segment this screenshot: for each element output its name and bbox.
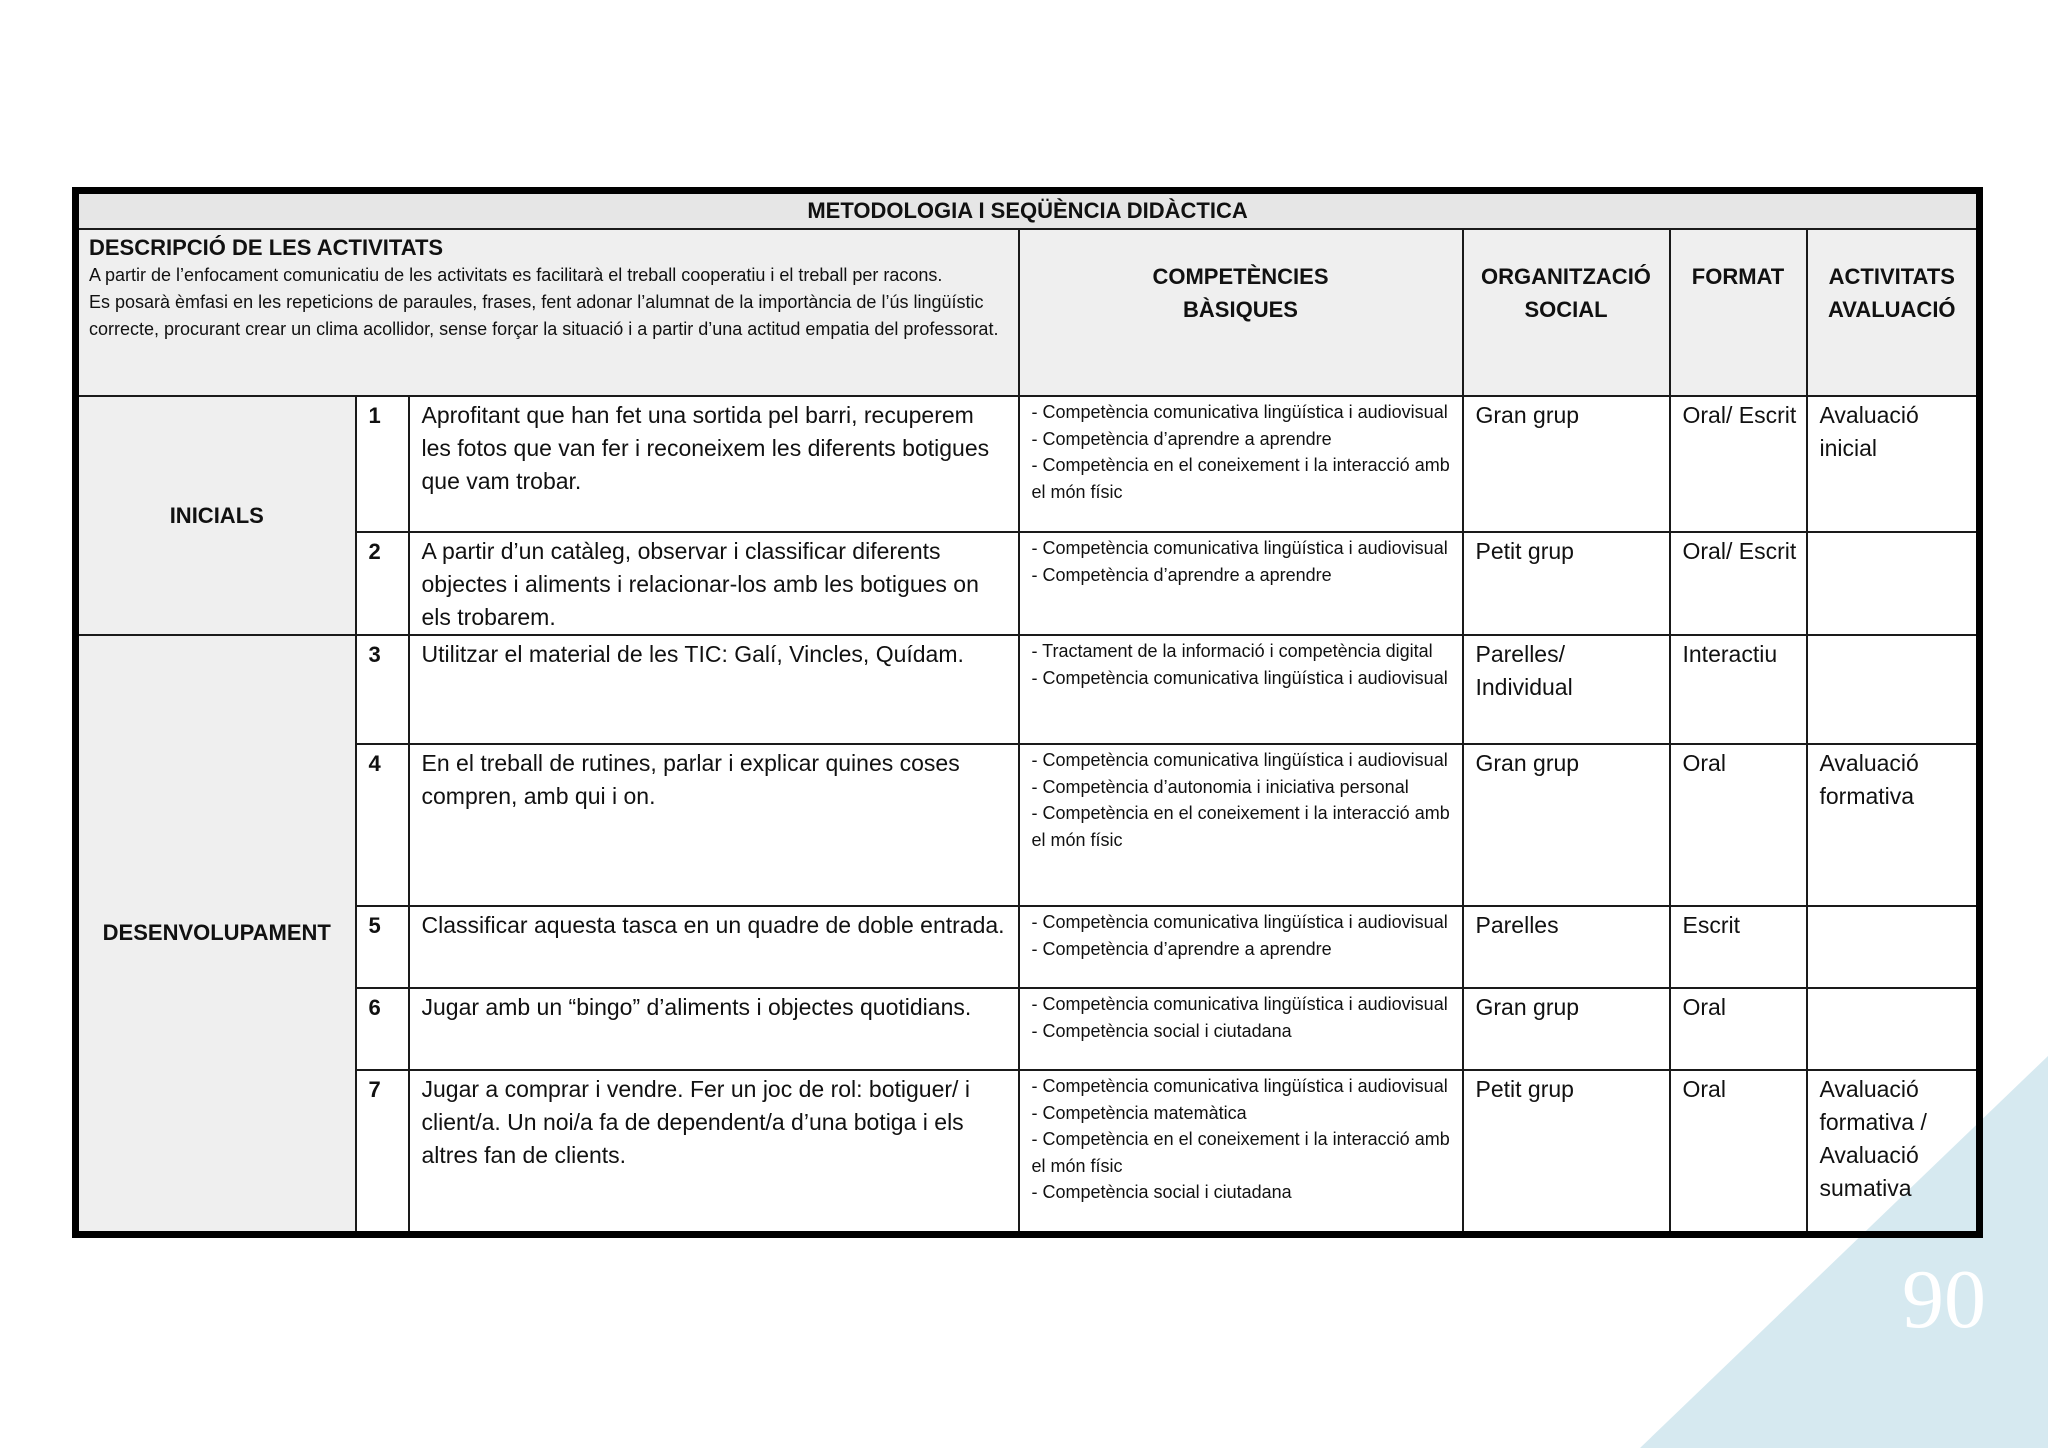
activity-organization: Petit grup <box>1463 532 1670 635</box>
activity-evaluation <box>1807 988 1980 1070</box>
activity-description: Classificar aquesta tasca en un quadre de doble entrada. <box>409 906 1019 988</box>
activity-competencies <box>1019 1070 1463 1234</box>
page-number: 90 <box>1902 1253 1986 1346</box>
activity-description: Utilitzar el material de les TIC: Galí, Vincles, Quídam. <box>409 635 1019 744</box>
activity-organization: Gran grup <box>1463 744 1670 906</box>
table-row <box>76 532 1980 635</box>
activity-competencies <box>1019 906 1463 988</box>
activity-competencies <box>1019 532 1463 635</box>
activity-number: 1 <box>356 396 409 532</box>
description-paragraph-1: A partir de l’enfocament comunicatiu de les activitats es facilitarà el treball cooperatiu i el treball per racons. <box>89 265 943 285</box>
competency-item: - Competència d’aprendre a aprendre <box>1031 564 1332 585</box>
description-paragraph-2: Es posarà èmfasi en les repeticions de paraules, frases, fent adonar l’alumnat de la importància de l’ús lingüístic correcte, procurant crear un clima acollidor, sense forçar la situació i a partir d’una actitud empatia del professorat. <box>89 292 999 339</box>
table-row <box>76 988 1980 1070</box>
activity-format: Escrit <box>1670 906 1807 988</box>
activity-format: Oral/ Escrit <box>1670 396 1807 532</box>
competency-item: - Competència d’aprendre a aprendre <box>1031 428 1332 449</box>
competency-item: - Competència comunicativa lingüística i audiovisual <box>1031 667 1448 688</box>
activity-number: 3 <box>356 635 409 744</box>
activity-evaluation: Avaluació inicial <box>1807 396 1980 532</box>
activity-description: A partir d’un catàleg, observar i classificar diferents objectes i aliments i relacionar-los amb les botigues on els trobarem. <box>409 532 1019 635</box>
activity-number: 6 <box>356 988 409 1070</box>
competency-item: - Competència d’aprendre a aprendre <box>1031 938 1332 959</box>
competency-item: - Competència matemàtica <box>1031 1102 1247 1123</box>
competency-item: - Competència social i ciutadana <box>1031 1182 1292 1202</box>
header-evaluation <box>1807 229 1980 396</box>
competency-item: - Competència comunicativa lingüística i audiovisual <box>1031 994 1448 1014</box>
activity-number: 5 <box>356 906 409 988</box>
competency-item: - Competència en el coneixement i la interacció amb el món físic <box>1031 803 1450 850</box>
activity-evaluation <box>1807 906 1980 988</box>
competency-item: - Competència comunicativa lingüística i audiovisual <box>1031 538 1448 558</box>
activity-number: 2 <box>356 532 409 635</box>
header-organization <box>1463 229 1670 396</box>
phase-desenvolupament: DESENVOLUPAMENT <box>76 635 356 1234</box>
table-row <box>76 396 1980 532</box>
activity-organization: Gran grup <box>1463 988 1670 1070</box>
activity-number: 4 <box>356 744 409 906</box>
activity-evaluation: Avaluació formativa / Avaluació sumativa <box>1807 1070 1980 1234</box>
activity-evaluation <box>1807 635 1980 744</box>
activity-number: 7 <box>356 1070 409 1234</box>
competency-item: - Tractament de la informació i competència digital <box>1031 641 1433 661</box>
competency-item: - Competència social i ciutadana <box>1031 1020 1292 1041</box>
table-row <box>76 635 1980 744</box>
activity-description: Jugar amb un “bingo” d’aliments i objectes quotidians. <box>409 988 1019 1070</box>
activity-organization: Petit grup <box>1463 1070 1670 1234</box>
phase-inicials: INICIALS <box>76 396 356 635</box>
activity-evaluation: Avaluació formativa <box>1807 744 1980 906</box>
header-format: FORMAT <box>1670 229 1807 396</box>
activity-organization: Gran grup <box>1463 396 1670 532</box>
activity-description: Aprofitant que han fet una sortida pel barri, recuperem les fotos que van fer i reconeixem les diferents botigues que vam trobar. <box>409 396 1019 532</box>
table-title: METODOLOGIA I SEQÜÈNCIA DIDÀCTICA <box>76 191 1980 230</box>
activity-format: Oral/ Escrit <box>1670 532 1807 635</box>
competency-item: - Competència en el coneixement i la interacció amb el món físic <box>1031 1129 1450 1176</box>
header-organization-line-2: SOCIAL <box>1524 297 1608 322</box>
table-row <box>76 1070 1980 1234</box>
description-cell <box>76 229 1019 396</box>
table-row <box>76 906 1980 988</box>
competency-item: - Competència comunicativa lingüística i audiovisual <box>1031 402 1448 422</box>
activity-evaluation <box>1807 532 1980 635</box>
activity-organization: Parelles/ Individual <box>1463 635 1670 744</box>
competency-item: - Competència en el coneixement i la interacció amb el món físic <box>1031 455 1450 502</box>
competency-item: - Competència comunicativa lingüística i audiovisual <box>1031 912 1448 932</box>
activity-description: Jugar a comprar i vendre. Fer un joc de rol: botiguer/ i client/a. Un noi/a fa de dependent/a d’una botiga i els altres fan de clients. <box>409 1070 1019 1234</box>
activity-format: Oral <box>1670 744 1807 906</box>
description-heading: DESCRIPCIÓ DE LES ACTIVITATS <box>89 235 444 260</box>
competency-item: - Competència comunicativa lingüística i audiovisual <box>1031 750 1448 770</box>
activity-format: Interactiu <box>1670 635 1807 744</box>
activity-description: En el treball de rutines, parlar i explicar quines coses compren, amb qui i on. <box>409 744 1019 906</box>
header-evaluation-line-1: ACTIVITATS <box>1828 264 1955 289</box>
header-competencies-line-1: COMPETÈNCIES <box>1152 264 1329 289</box>
header-evaluation-line-2: AVALUACIÓ <box>1828 297 1956 322</box>
methodology-table <box>72 187 1983 1238</box>
activity-competencies <box>1019 744 1463 906</box>
header-competencies <box>1019 229 1463 396</box>
activity-competencies <box>1019 635 1463 744</box>
table-row <box>76 744 1980 906</box>
header-organization-line-1: ORGANITZACIÓ <box>1481 264 1651 289</box>
competency-item: - Competència d’autonomia i iniciativa personal <box>1031 776 1409 797</box>
activity-format: Oral <box>1670 988 1807 1070</box>
activity-competencies <box>1019 396 1463 532</box>
activity-competencies <box>1019 988 1463 1070</box>
header-competencies-line-2: BÀSIQUES <box>1183 297 1298 322</box>
activity-format: Oral <box>1670 1070 1807 1234</box>
activity-organization: Parelles <box>1463 906 1670 988</box>
competency-item: - Competència comunicativa lingüística i audiovisual <box>1031 1076 1448 1096</box>
